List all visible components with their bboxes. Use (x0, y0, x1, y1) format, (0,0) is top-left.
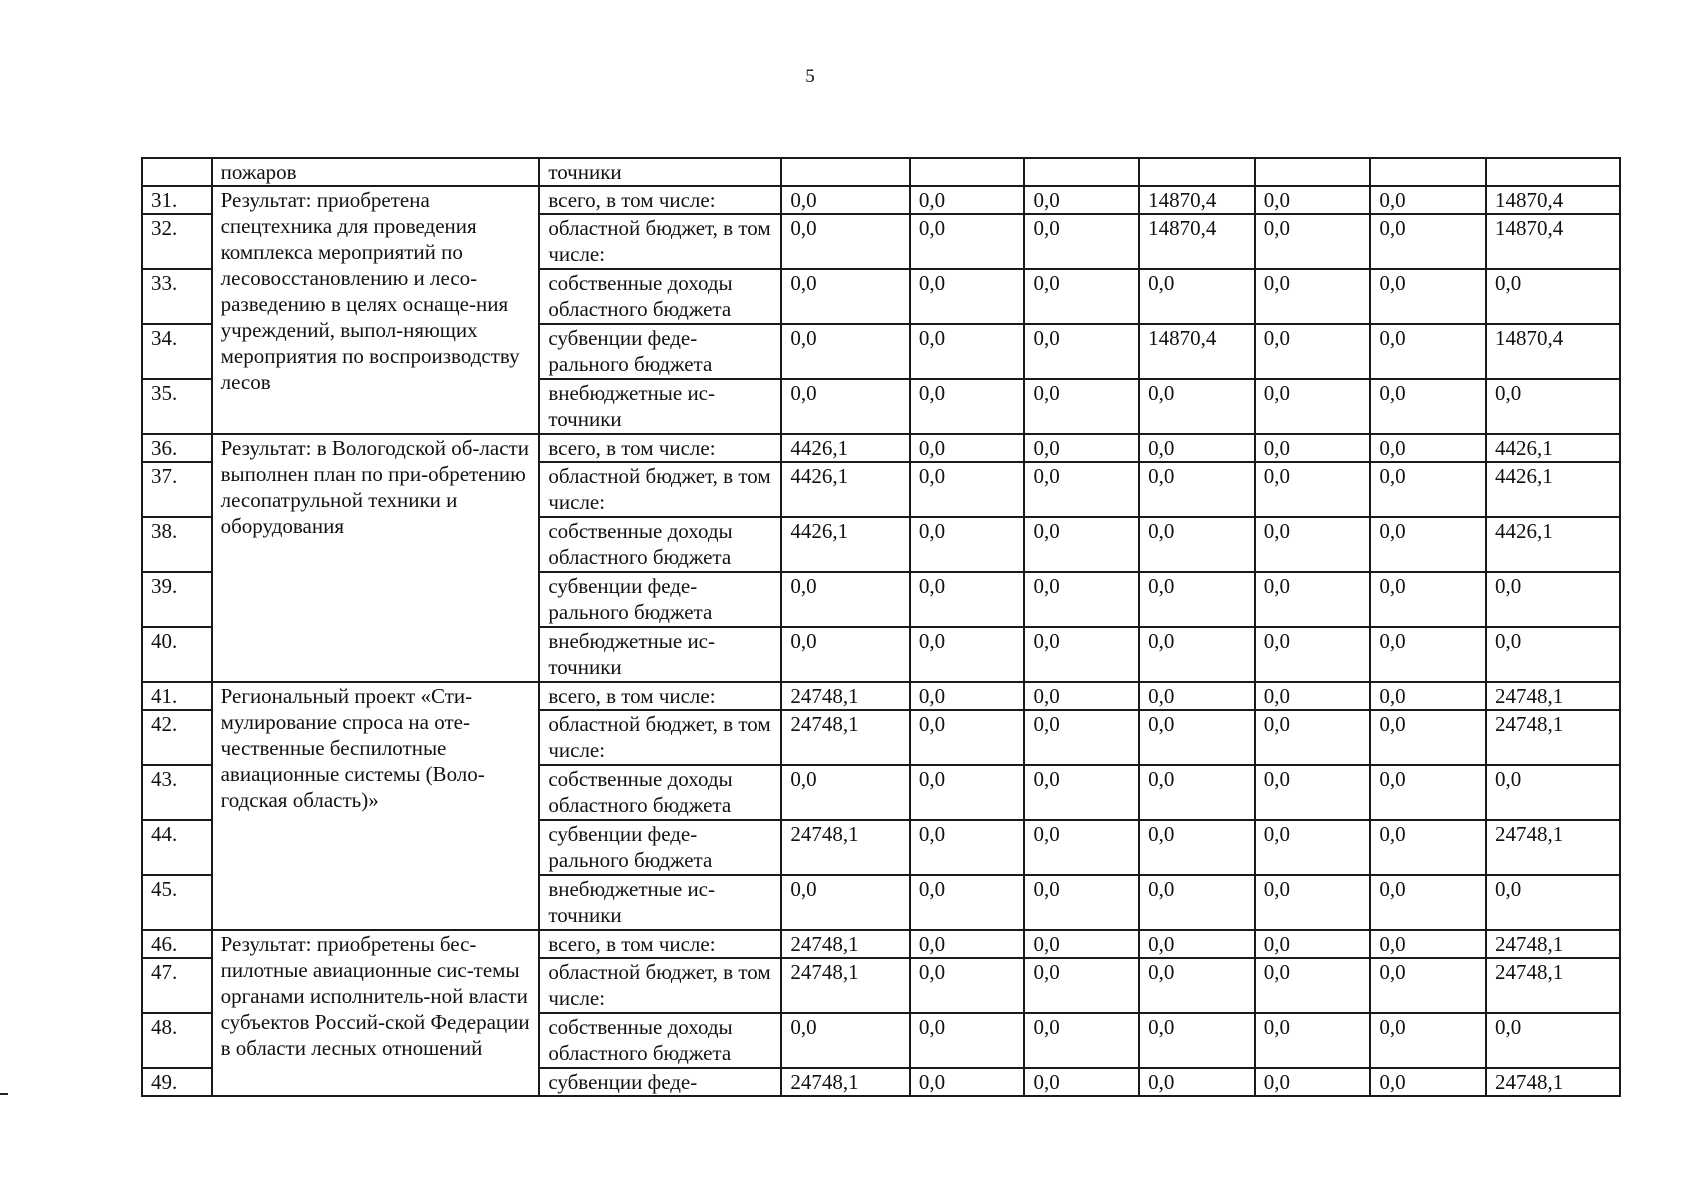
source-cell: внебюджетные ис-точники (539, 379, 781, 434)
value-cell: 24748,1 (781, 820, 910, 875)
value-cell: 24748,1 (781, 682, 910, 710)
row-number-cell: 32. (142, 214, 212, 269)
value-cell: 0,0 (1024, 875, 1139, 930)
row-number-cell: 41. (142, 682, 212, 710)
value-cell (1139, 158, 1255, 186)
value-cell: 0,0 (1486, 875, 1620, 930)
value-cell: 14870,4 (1139, 186, 1255, 214)
value-cell: 0,0 (1139, 930, 1255, 958)
value-cell: 0,0 (910, 627, 1025, 682)
value-cell: 0,0 (1370, 1068, 1486, 1096)
value-cell: 0,0 (1139, 710, 1255, 765)
value-cell: 0,0 (1255, 434, 1371, 462)
row-number-cell: 40. (142, 627, 212, 682)
value-cell: 0,0 (1486, 379, 1620, 434)
value-cell: 0,0 (1255, 269, 1371, 324)
value-cell: 0,0 (1370, 627, 1486, 682)
row-number-cell: 33. (142, 269, 212, 324)
table-row (142, 930, 1620, 958)
source-cell: субвенции феде-рального бюджета (539, 572, 781, 627)
row-number-cell: 42. (142, 710, 212, 765)
description-cell: Региональный проект «Сти-мулирование спроса на оте-чественные беспилотные авиационные системы (Воло-годская область)» (212, 682, 540, 930)
value-cell: 4426,1 (781, 434, 910, 462)
value-cell: 0,0 (910, 875, 1025, 930)
value-cell: 0,0 (1024, 682, 1139, 710)
row-number-cell: 38. (142, 517, 212, 572)
value-cell: 0,0 (910, 765, 1025, 820)
value-cell: 24748,1 (1486, 930, 1620, 958)
value-cell: 0,0 (1255, 765, 1371, 820)
description-cell: Результат: в Вологодской об-ласти выполнен план по при-обретению лесопатрульной техники и оборудования (212, 434, 540, 682)
row-number-cell: 49. (142, 1068, 212, 1096)
table-row (142, 186, 1620, 214)
row-number-cell: 48. (142, 1013, 212, 1068)
value-cell: 4426,1 (781, 462, 910, 517)
value-cell: 0,0 (910, 434, 1025, 462)
row-number-cell: 35. (142, 379, 212, 434)
value-cell: 0,0 (1139, 434, 1255, 462)
value-cell: 0,0 (1139, 765, 1255, 820)
value-cell: 0,0 (781, 765, 910, 820)
value-cell: 0,0 (910, 958, 1025, 1013)
description-cell: пожаров (212, 158, 540, 186)
value-cell: 0,0 (910, 1013, 1025, 1068)
value-cell: 0,0 (1024, 379, 1139, 434)
value-cell (1024, 158, 1139, 186)
value-cell: 0,0 (1255, 1013, 1371, 1068)
value-cell: 14870,4 (1486, 214, 1620, 269)
value-cell (1255, 158, 1371, 186)
value-cell: 0,0 (1370, 324, 1486, 379)
value-cell: 0,0 (1024, 462, 1139, 517)
value-cell: 0,0 (1370, 269, 1486, 324)
value-cell: 0,0 (1370, 820, 1486, 875)
source-cell: областной бюджет, в том числе: (539, 462, 781, 517)
value-cell: 0,0 (1024, 269, 1139, 324)
value-cell: 0,0 (910, 214, 1025, 269)
value-cell: 0,0 (1024, 572, 1139, 627)
value-cell: 14870,4 (1486, 324, 1620, 379)
value-cell: 0,0 (1255, 517, 1371, 572)
value-cell: 0,0 (1255, 462, 1371, 517)
value-cell: 0,0 (1139, 627, 1255, 682)
table-row (142, 434, 1620, 462)
value-cell: 0,0 (910, 269, 1025, 324)
row-number-cell: 46. (142, 930, 212, 958)
value-cell: 4426,1 (1486, 517, 1620, 572)
value-cell: 0,0 (910, 379, 1025, 434)
source-cell: субвенции феде- (539, 1068, 781, 1096)
value-cell: 0,0 (781, 214, 910, 269)
value-cell: 0,0 (1139, 682, 1255, 710)
value-cell: 0,0 (1486, 572, 1620, 627)
value-cell: 0,0 (1139, 1013, 1255, 1068)
value-cell: 0,0 (1370, 462, 1486, 517)
value-cell: 0,0 (781, 324, 910, 379)
value-cell: 0,0 (910, 682, 1025, 710)
source-cell: внебюджетные ис-точники (539, 627, 781, 682)
value-cell: 0,0 (1139, 517, 1255, 572)
row-number-cell: 43. (142, 765, 212, 820)
value-cell: 0,0 (1370, 572, 1486, 627)
value-cell: 0,0 (1370, 1013, 1486, 1068)
budget-table (141, 157, 1621, 1097)
value-cell: 0,0 (1370, 379, 1486, 434)
value-cell: 0,0 (1024, 1068, 1139, 1096)
value-cell: 0,0 (1486, 1013, 1620, 1068)
value-cell: 0,0 (1024, 186, 1139, 214)
value-cell: 4426,1 (1486, 462, 1620, 517)
value-cell: 0,0 (1255, 572, 1371, 627)
value-cell: 0,0 (1139, 958, 1255, 1013)
value-cell: 14870,4 (1486, 186, 1620, 214)
value-cell: 0,0 (1255, 820, 1371, 875)
value-cell: 0,0 (1370, 517, 1486, 572)
value-cell: 24748,1 (781, 1068, 910, 1096)
value-cell: 0,0 (1255, 930, 1371, 958)
value-cell: 4426,1 (781, 517, 910, 572)
value-cell (1370, 158, 1486, 186)
row-number-cell (142, 158, 212, 186)
row-number-cell: 47. (142, 958, 212, 1013)
source-cell: собственные доходы областного бюджета (539, 269, 781, 324)
table-row (142, 682, 1620, 710)
value-cell: 0,0 (781, 379, 910, 434)
description-cell: Результат: приобретена спецтехника для проведения комплекса мероприятий по лесовосстановлению и лесо-разведению в целях оснаще-ния учреждений, выпол-няющих мероприятия по воспроизводству лесов (212, 186, 540, 434)
value-cell: 0,0 (910, 462, 1025, 517)
row-number-cell: 39. (142, 572, 212, 627)
value-cell: 0,0 (1486, 765, 1620, 820)
value-cell: 0,0 (910, 517, 1025, 572)
value-cell: 0,0 (1255, 875, 1371, 930)
source-cell: всего, в том числе: (539, 930, 781, 958)
source-cell: областной бюджет, в том числе: (539, 958, 781, 1013)
value-cell: 0,0 (1255, 324, 1371, 379)
value-cell: 0,0 (1139, 875, 1255, 930)
value-cell: 0,0 (781, 875, 910, 930)
source-cell: точники (539, 158, 781, 186)
value-cell: 0,0 (1024, 517, 1139, 572)
value-cell: 0,0 (1024, 1013, 1139, 1068)
value-cell: 0,0 (1255, 214, 1371, 269)
value-cell: 0,0 (1255, 186, 1371, 214)
value-cell: 0,0 (1370, 682, 1486, 710)
value-cell: 0,0 (1024, 820, 1139, 875)
value-cell: 0,0 (910, 820, 1025, 875)
table-body (142, 158, 1620, 1096)
value-cell: 24748,1 (781, 710, 910, 765)
description-cell: Результат: приобретены бес-пилотные авиационные сис-темы органами исполнитель-ной власти субъектов Россий-ской Федерации в области лесных отношений (212, 930, 540, 1096)
source-cell: субвенции феде- рального бюджета (539, 324, 781, 379)
value-cell: 0,0 (1486, 627, 1620, 682)
value-cell: 0,0 (1255, 958, 1371, 1013)
value-cell: 0,0 (781, 572, 910, 627)
value-cell: 0,0 (1024, 324, 1139, 379)
source-cell: собственные доходы областного бюджета (539, 517, 781, 572)
value-cell: 0,0 (1024, 958, 1139, 1013)
source-cell: внебюджетные ис-точники (539, 875, 781, 930)
value-cell: 0,0 (1024, 710, 1139, 765)
value-cell: 0,0 (910, 710, 1025, 765)
value-cell: 0,0 (1255, 1068, 1371, 1096)
value-cell: 0,0 (1024, 214, 1139, 269)
page-number: 5 (805, 66, 815, 87)
value-cell: 0,0 (910, 572, 1025, 627)
value-cell: 0,0 (1139, 462, 1255, 517)
source-cell: собственные доходы областного бюджета (539, 765, 781, 820)
source-cell: всего, в том числе: (539, 434, 781, 462)
value-cell: 0,0 (1024, 434, 1139, 462)
source-cell: субвенции феде-рального бюджета (539, 820, 781, 875)
source-cell: всего, в том числе: (539, 186, 781, 214)
value-cell: 0,0 (1139, 820, 1255, 875)
value-cell: 0,0 (1370, 875, 1486, 930)
value-cell: 0,0 (1024, 627, 1139, 682)
value-cell: 0,0 (1486, 269, 1620, 324)
value-cell: 24748,1 (781, 958, 910, 1013)
row-number-cell: 44. (142, 820, 212, 875)
value-cell: 24748,1 (1486, 958, 1620, 1013)
source-cell: областной бюджет, в том числе: (539, 214, 781, 269)
value-cell: 0,0 (1370, 958, 1486, 1013)
value-cell: 0,0 (1024, 930, 1139, 958)
value-cell: 0,0 (781, 627, 910, 682)
value-cell (1486, 158, 1620, 186)
row-number-cell: 36. (142, 434, 212, 462)
value-cell: 24748,1 (1486, 1068, 1620, 1096)
value-cell: 0,0 (910, 324, 1025, 379)
value-cell (910, 158, 1025, 186)
value-cell: 24748,1 (1486, 710, 1620, 765)
value-cell: 0,0 (1139, 572, 1255, 627)
value-cell: 0,0 (1139, 1068, 1255, 1096)
value-cell: 0,0 (781, 1013, 910, 1068)
value-cell: 0,0 (1139, 269, 1255, 324)
row-number-cell: 37. (142, 462, 212, 517)
value-cell: 24748,1 (1486, 682, 1620, 710)
value-cell: 0,0 (1370, 765, 1486, 820)
value-cell (781, 158, 910, 186)
value-cell: 14870,4 (1139, 214, 1255, 269)
row-number-cell: 31. (142, 186, 212, 214)
value-cell: 0,0 (1024, 765, 1139, 820)
value-cell: 24748,1 (1486, 820, 1620, 875)
value-cell: 0,0 (1255, 627, 1371, 682)
value-cell: 0,0 (781, 269, 910, 324)
value-cell: 0,0 (1370, 710, 1486, 765)
source-cell: областной бюджет, в том числе: (539, 710, 781, 765)
row-number-cell: 34. (142, 324, 212, 379)
value-cell: 24748,1 (781, 930, 910, 958)
value-cell: 0,0 (1370, 214, 1486, 269)
value-cell: 0,0 (1255, 710, 1371, 765)
source-cell: всего, в том числе: (539, 682, 781, 710)
value-cell: 0,0 (1370, 434, 1486, 462)
value-cell: 14870,4 (1139, 324, 1255, 379)
value-cell: 0,0 (1255, 379, 1371, 434)
value-cell: 0,0 (1139, 379, 1255, 434)
source-cell: собственные доходы областного бюджета (539, 1013, 781, 1068)
value-cell: 0,0 (1370, 186, 1486, 214)
table-row-continuation (142, 158, 1620, 186)
value-cell: 0,0 (910, 186, 1025, 214)
value-cell: 0,0 (910, 930, 1025, 958)
value-cell: 0,0 (781, 186, 910, 214)
value-cell: 0,0 (910, 1068, 1025, 1096)
row-number-cell: 45. (142, 875, 212, 930)
value-cell: 0,0 (1255, 682, 1371, 710)
value-cell: 0,0 (1370, 930, 1486, 958)
value-cell: 4426,1 (1486, 434, 1620, 462)
margin-mark (0, 1093, 8, 1095)
